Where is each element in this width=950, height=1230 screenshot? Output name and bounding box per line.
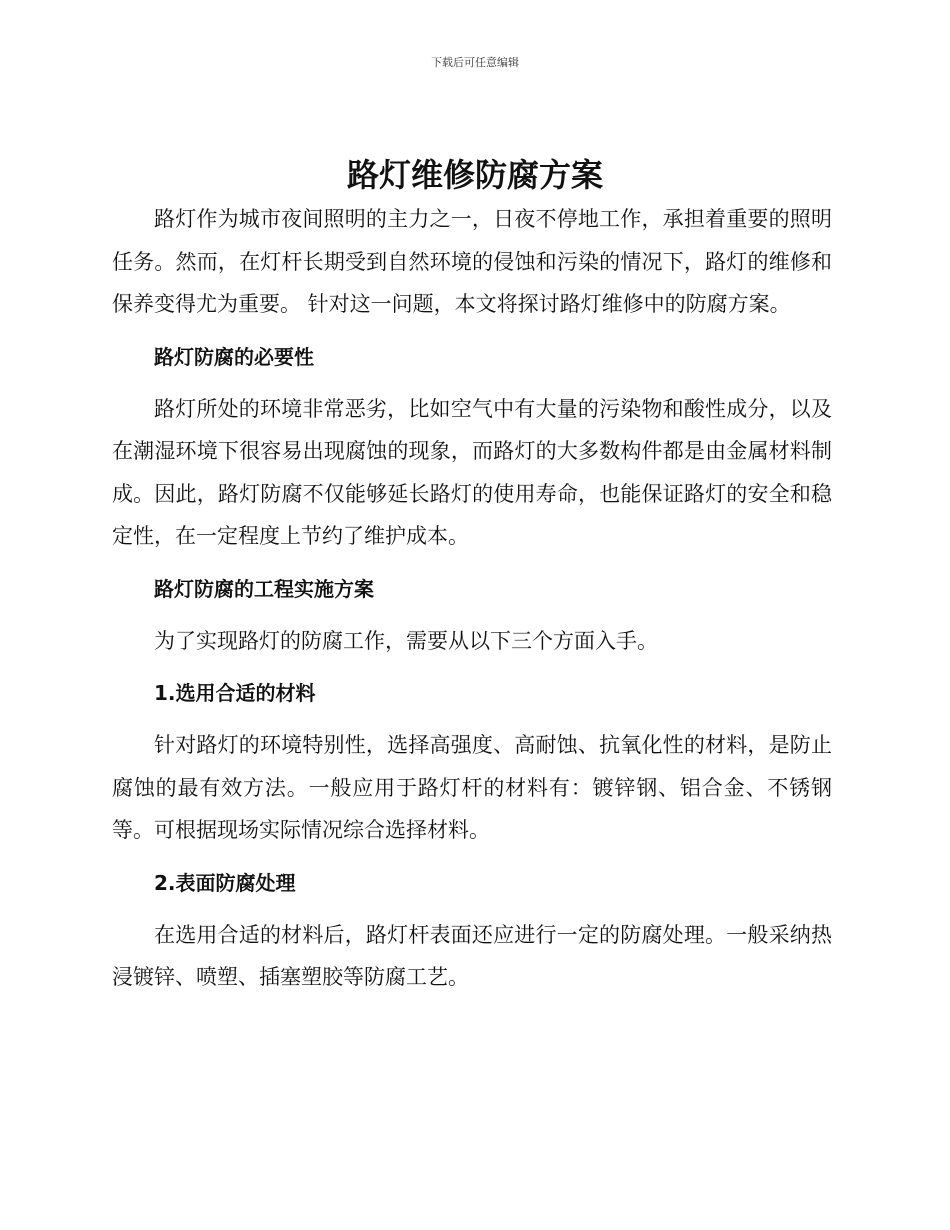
page-title: 路灯维修防腐方案 [346, 156, 603, 194]
header-note: 下载后可任意编辑 [431, 56, 519, 69]
section-heading-material: 1.选用合适的材料 [154, 681, 316, 705]
section-heading-surface: 2.表面防腐处理 [154, 870, 296, 895]
section-paragraph-material: 针对路灯的环境特别性，选择高强度、高耐蚀、抗氧化性的材料，是防止腐蚀的最有效方法。一般应用于路灯杆的材料有：镀锌钢、铝合金、不锈钢等。可根据现场实际情况综合选择材料。 [112, 733, 832, 842]
section-heading-plan: 路灯防腐的工程实施方案 [154, 576, 374, 601]
section-heading-necessity: 路灯防腐的必要性 [154, 344, 314, 369]
intro-paragraph: 路灯作为城市夜间照明的主力之一，日夜不停地工作，承担着重要的照明任务。然而，在灯杆长期受到自然环境的侵蚀和污染的情况下，路灯的维修和保养变得尤为重要。 针对这一问题，本文将探讨路灯维修中的防腐方案。 [112, 207, 832, 316]
document-body [112, 198, 832, 999]
section-paragraph-necessity: 路灯所处的环境非常恶劣，比如空气中有大量的污染物和酸性成分，以及在潮湿环境下很容易出现腐蚀的现象，而路灯的大多数构件都是由金属材料制成。因此，路灯防腐不仅能够延长路灯的使用寿命，也能保证路灯的安全和稳定性，在一定程度上节约了维护成本。 [112, 396, 832, 548]
section-paragraph-surface: 在选用合适的材料后，路灯杆表面还应进行一定的防腐处理。一般采纳热浸镀锌、喷塑、插塞塑胶等防腐工艺。 [112, 922, 832, 989]
section-paragraph-plan: 为了实现路灯的防腐工作，需要从以下三个方面入手。 [154, 628, 658, 653]
